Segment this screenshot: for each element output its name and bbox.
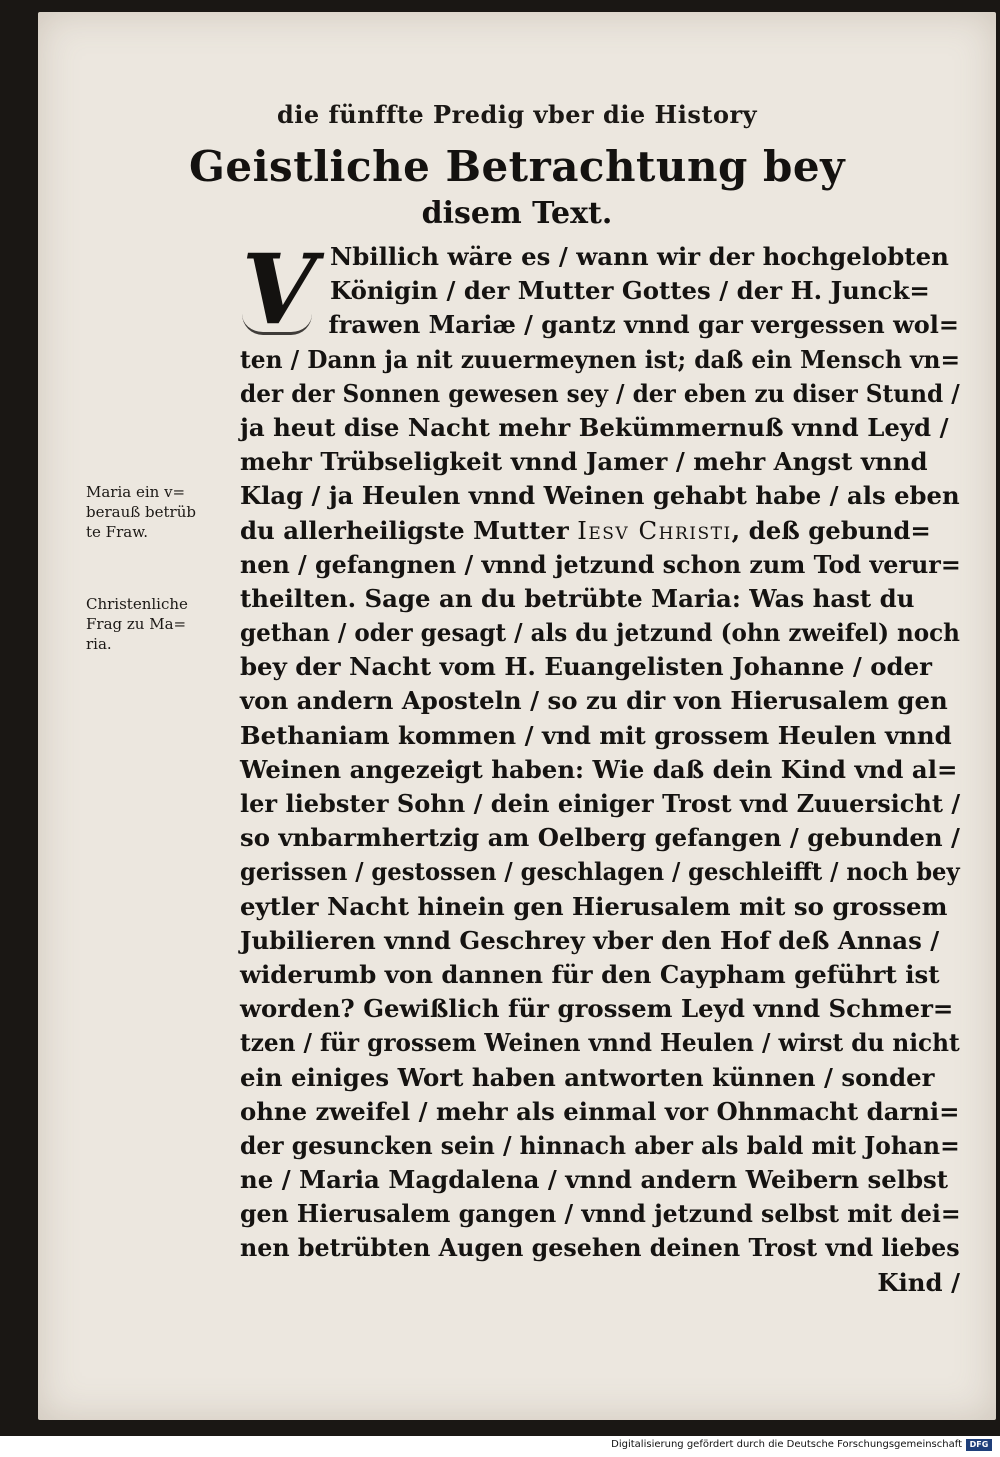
text-line: nen / gefangnen / vnnd jetzund schon zum Tod verur= bbox=[240, 549, 961, 579]
text-line: mehr Trübseligkeit vnnd Jamer / mehr Angst vnnd bbox=[240, 447, 928, 477]
text-line: Königin / der Mutter Gottes / der H. Junck= bbox=[330, 276, 930, 306]
text-line: Klag / ja Heulen vnnd Weinen gehabt habe / als eben bbox=[240, 481, 960, 511]
text-line: Bethaniam kommen / vnd mit grossem Heulen vnnd bbox=[240, 720, 952, 750]
dfg-logo: DFG bbox=[966, 1439, 992, 1451]
catchword: Kind / bbox=[877, 1267, 960, 1297]
text-line: der gesuncken sein / hinnach aber als bald mit Johan= bbox=[240, 1130, 960, 1160]
text-line: Weinen angezeigt haben: Wie daß dein Kind vnd al= bbox=[240, 754, 958, 784]
text-line: ne / Maria Magdalena / vnnd andern Weibern selbst bbox=[240, 1165, 949, 1195]
chapter-subtitle: disem Text. bbox=[421, 196, 613, 231]
text-line: ja heut dise Nacht mehr Bekümmernuß vnnd Leyd / bbox=[240, 412, 949, 442]
marginal-line: Maria ein v= bbox=[86, 483, 186, 501]
text-line: Nbillich wäre es / wann wir der hochgelobten bbox=[330, 242, 949, 271]
text-segment: , deß gebund= bbox=[731, 515, 931, 545]
text-line: gen Hierusalem gangen / vnnd jetzund selbst mit dei= bbox=[240, 1199, 961, 1229]
marginal-note-maria bbox=[86, 482, 226, 542]
text-line: bey der Nacht vom H. Euangelisten Johanne / oder bbox=[240, 652, 932, 682]
chapter-title: Geistliche Betrachtung bey bbox=[189, 142, 845, 191]
text-line: worden? Gewißlich für grossem Leyd vnnd Schmer= bbox=[240, 994, 954, 1024]
marginal-line: te Fraw. bbox=[86, 523, 149, 541]
text-line: eytler Nacht hinein gen Hierusalem mit so grossem bbox=[240, 891, 948, 921]
name-small-caps: Iesv Christi bbox=[577, 515, 732, 545]
marginal-note-frag bbox=[86, 594, 226, 654]
text-line: widerumb von dannen für den Caypham geführt ist bbox=[240, 959, 940, 989]
text-line: nen betrübten Augen gesehen deinen Trost vnd liebes bbox=[240, 1233, 960, 1263]
text-line: Jubilieren vnnd Geschrey vber den Hof deß Annas / bbox=[240, 925, 940, 955]
text-segment: du allerheiligste Mutter bbox=[240, 515, 569, 545]
marginal-line: Frag zu Ma= bbox=[86, 615, 187, 633]
text-line: der der Sonnen gewesen sey / der eben zu diser Stund / bbox=[240, 378, 960, 408]
text-line: tzen / für grossem Weinen vnnd Heulen / wirst du nicht bbox=[240, 1028, 960, 1058]
text-line: so vnbarmhertzig am Oelberg gefangen / gebunden / bbox=[240, 823, 960, 853]
marginal-line: ria. bbox=[86, 635, 112, 653]
body-text bbox=[240, 240, 960, 1300]
marginal-line: berauß betrüb bbox=[86, 503, 196, 521]
text-line: gerissen / gestossen / geschlagen / geschleifft / noch bey bbox=[240, 857, 960, 887]
text-line: von andern Aposteln / so zu dir von Hierusalem gen bbox=[240, 686, 948, 716]
text-line: ten / Dann ja nit zuuermeynen ist; daß ein Mensch vn= bbox=[240, 344, 960, 374]
book-page bbox=[38, 12, 996, 1420]
text-line: gethan / oder gesagt / als du jetzund (ohn zweifel) noch bbox=[240, 618, 960, 648]
text-line: theilten. Sage an du betrübte Maria: Was hast du bbox=[240, 583, 915, 613]
text-line bbox=[240, 514, 960, 548]
drop-cap-letter: V bbox=[241, 233, 317, 346]
text-line: ein einiges Wort haben antworten künnen / sonder bbox=[240, 1062, 935, 1092]
text-line: ler liebster Sohn / dein einiger Trost vnd Zuuersicht / bbox=[240, 789, 961, 818]
text-line: frawen Mariæ / gantz vnnd gar vergessen wol= bbox=[328, 310, 959, 340]
marginal-line: Christenliche bbox=[86, 595, 188, 613]
running-title: die fünffte Predig vber die History bbox=[276, 100, 758, 129]
text-line: ohne zweifel / mehr als einmal vor Ohnmacht darni= bbox=[240, 1096, 960, 1126]
digitization-credit: Digitalisierung gefördert durch die Deutsche Forschungsgemeinschaft bbox=[611, 1439, 962, 1450]
